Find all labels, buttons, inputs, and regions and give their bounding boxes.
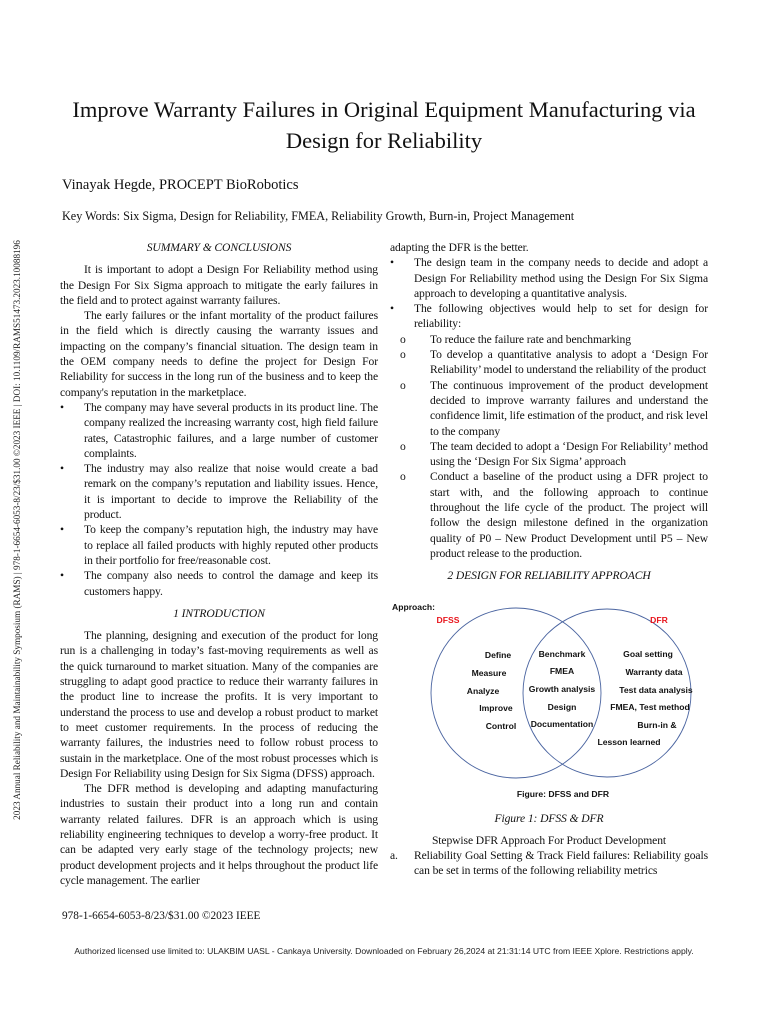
- figure-caption: Figure 1: DFSS & DFR: [494, 811, 604, 825]
- sub-list-item: o To reduce the failure rate and benchmarking: [400, 332, 631, 346]
- authorized-use-notice: Authorized licensed use limited to: ULAKBIM UASL - Cankaya University. Downloaded on February 26,2024 at 21:31:14 UTC from IEEE Xplore. Restrictions apply.: [74, 946, 694, 957]
- author-line: Vinayak Hegde, PROCEPT BioRobotics: [62, 177, 299, 193]
- list-item: • The company also needs to control the damage and keep its customers happy.: [60, 569, 378, 598]
- list-item-text: The design team in the company needs to decide and adopt a Design For Reliability method using the Design For Six Sigma approach to developing a quantitative analysis.: [414, 256, 708, 300]
- list-item-text: The team decided to adopt a ‘Design For Reliability’ method using the ‘Design For Six Sigma’ approach: [430, 439, 708, 469]
- lettered-list: [390, 848, 708, 879]
- introduction-heading: 1 INTRODUCTION: [173, 606, 265, 620]
- paragraph: adapting the DFR is the better.: [390, 241, 529, 254]
- sub-list-item: o The team decided to adopt a ‘Design For Reliability’ method using the ‘Design For Six Sigma’ approach: [400, 439, 708, 469]
- dfr-item: Lesson learned: [597, 736, 661, 747]
- page-body: [60, 240, 708, 966]
- dfr-item: Test data analysis: [619, 684, 693, 695]
- list-item: [390, 848, 708, 879]
- dfr-item: FMEA, Test method: [610, 701, 690, 712]
- sub-list-item: o Conduct a baseline of the product using a DFR project to start with, and the following approach to continue throughout the life cycle of the product. The project will follow the design milestone defined in the organization quality of P0 – New Product Development until P5 – New product release to the production.: [400, 470, 708, 560]
- dfr-item: Warranty data: [625, 666, 683, 677]
- list-item-text: To develop a quantitative analysis to adopt a ‘Design For Reliability’ model to understand the reliability of the product: [430, 348, 708, 377]
- two-column-body: [60, 240, 708, 888]
- side-citation: 2023 Annual Reliability and Maintainability Symposium (RAMS) | 978-1-6654-6053-8/23/$31.00 ©2023 IEEE | DOI: 10.1109/RAMS51473.2023.10088196: [12, 240, 22, 820]
- bullet-list: [390, 255, 708, 561]
- list-item: • The following objectives would help to set for design for reliability:: [390, 302, 708, 331]
- list-item-text: The company may have several products in its product line. The company realized the increasing warranty cost, high field failure rates, Catastrophic failures, and a large number of customer complaints.: [84, 400, 378, 460]
- paragraph: The DFR method is developing and adapting manufacturing industries to sustain their product into a long run and contain warranty related failures. DFR is an approach which is using reliability engineering techniques to develop a worry-free product. It can be adapted very early stage of the technology projects; new product development projects and it helps throughout the product life cycle management. The earlier: [60, 782, 378, 887]
- list-item: • The design team in the company needs to decide and adopt a Design For Reliability method using the Design For Six Sigma approach to developing a quantitative analysis.: [390, 256, 708, 300]
- shared-item: Documentation: [530, 718, 594, 729]
- dfr-label: DFR: [650, 614, 668, 625]
- list-item-text: Conduct a baseline of the product using a DFR project to start with, and the following approach to continue throughout the life cycle of the product. The project will follow the design milestone defined in the organization quality of P0 – New Product Development until P5 – New product release to the production.: [430, 470, 708, 560]
- list-marker: a.: [390, 849, 398, 863]
- paper-title: Improve Warranty Failures in Original Equipment Manufacturing via Design for Reliability: [72, 97, 696, 153]
- approach-label: Approach:: [392, 601, 435, 612]
- section-2-heading: 2 DESIGN FOR RELIABILITY APPROACH: [447, 569, 651, 583]
- shared-item: Growth analysis: [528, 683, 596, 694]
- figure-inner-caption: Figure: DFSS and DFR: [516, 788, 610, 799]
- list-item-text: The industry may also realize that noise would create a bad remark on the company’s reputation and liability issues. Hence, it is important to decide to improve the Reliability of the product.: [84, 462, 378, 522]
- paragraph: It is important to adopt a Design For Reliability method using the Design For Six Sigma approach to mitigate the early failures in the field and to protect against warranty failures.: [60, 263, 378, 307]
- dfr-item: Burn-in &: [637, 719, 677, 730]
- list-item: • The company may have several products in its product line. The company realized the increasing warranty cost, high field failure rates, Catastrophic failures, and a large number of customer complaints.: [60, 400, 378, 460]
- dfss-item: Improve: [479, 702, 513, 713]
- right-column: [390, 240, 708, 879]
- sub-list-item: o The continuous improvement of the product development decided to improve warranty failures and understand the confidence limit, life estimation of the product, and risk level to the company: [400, 378, 708, 438]
- stepwise-heading: Stepwise DFR Approach For Product Development: [431, 833, 667, 847]
- summary-heading: SUMMARY & CONCLUSIONS: [146, 241, 292, 254]
- dfss-item: Define: [484, 649, 512, 660]
- dfss-label: DFSS: [436, 614, 460, 625]
- paragraph: The early failures or the infant mortality of the product failures in the field which is directly causing the warranty issues and impacting on the company’s financial situation. The design team in the OEM company needs to define the project for Design For Reliability for success in the long run of the business and to keep the company's reputation in the marketplace.: [60, 309, 378, 399]
- list-item-text: The continuous improvement of the product development decided to improve warranty failures and understand the confidence limit, life estimation of the product, and risk level to the company: [430, 378, 708, 438]
- footer-isbn: 978-1-6654-6053-8/23/$31.00 ©2023 IEEE: [62, 910, 261, 923]
- shared-item: FMEA: [549, 665, 575, 676]
- venn-diagram-figure: [388, 592, 728, 807]
- paragraph: The planning, designing and execution of the product for long run is a challenging in today’s fast-moving requirements as well as the quick turnaround to market situation. Many of the companies are struggling to adapt good practice to reduce their warranty failures in the product line to increase the profits. It is very important to understand the process to use and develop a robust product to market to meet customer requirements. In the process of reducing the warranty failures, the industries need to follow robust process to sustain in the marketplace. One of the most robust processes which is Design For Reliability using Design for Six Sigma (DFSS) approach.: [60, 629, 378, 780]
- shared-item: Design: [547, 701, 577, 712]
- list-item-text: To reduce the failure rate and benchmarking: [430, 332, 631, 346]
- dfr-item: Goal setting: [623, 648, 673, 659]
- list-item-text: To keep the company’s reputation high, the industry may have to replace all failed products with highly reputed other products in their portfolio for free/reasonable cost.: [84, 523, 378, 567]
- sub-list-item: o To develop a quantitative analysis to adopt a ‘Design For Reliability’ model to understand the reliability of the product: [400, 348, 708, 377]
- list-item-text: The following objectives would help to set for design for reliability:: [414, 302, 708, 331]
- dfss-item: Measure: [471, 667, 507, 678]
- keywords: Key Words: Six Sigma, Design for Reliability, FMEA, Reliability Growth, Burn-in, Project Management: [62, 209, 575, 223]
- shared-item: Benchmark: [538, 648, 586, 659]
- dfss-item: Control: [485, 720, 517, 731]
- list-item-text: The company also needs to control the damage and keep its customers happy.: [84, 569, 378, 598]
- left-column: [60, 240, 378, 888]
- list-item: • To keep the company’s reputation high, the industry may have to replace all failed products with highly reputed other products in their portfolio for free/reasonable cost.: [60, 523, 378, 567]
- list-item-text: Reliability Goal Setting & Track Field failures: Reliability goals can be set in terms of the following reliability metrics: [414, 849, 708, 878]
- list-item: • The industry may also realize that noise would create a bad remark on the company’s reputation and liability issues. Hence, it is important to decide to improve the Reliability of the product.: [60, 462, 378, 522]
- bullet-list: [60, 400, 378, 599]
- dfss-item: Analyze: [466, 685, 500, 696]
